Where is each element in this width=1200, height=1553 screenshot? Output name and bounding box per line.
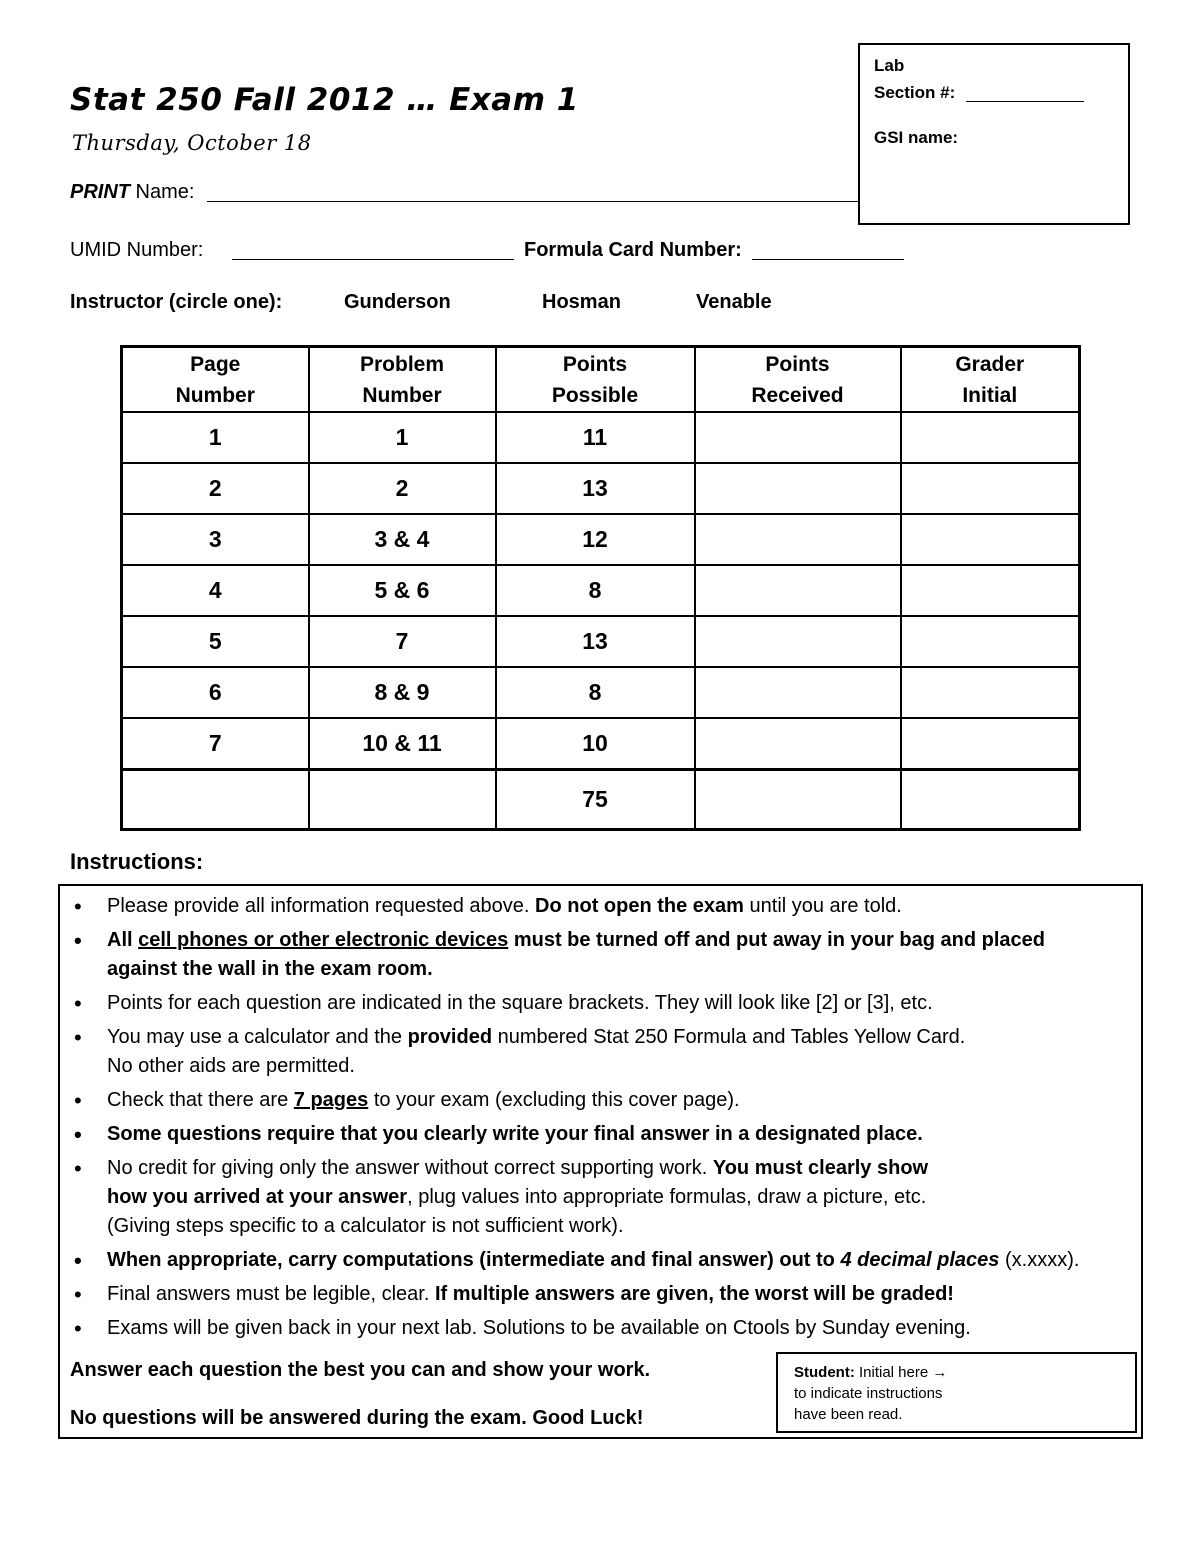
total-empty-cell [122,770,309,830]
points-received-cell[interactable] [695,718,901,770]
page-number-cell: 5 [122,616,309,667]
col-header-points-received: Points Received [695,347,901,413]
student-box-line-2: to indicate instructions [794,1385,943,1402]
exam-date: Thursday, October 18 [72,131,312,155]
total-grader-initial-cell[interactable] [901,770,1080,830]
problem-number-cell: 8 & 9 [309,667,496,718]
student-initial-box[interactable] [776,1352,1137,1433]
page-number-cell: 1 [122,412,309,463]
closing-line-1: Answer each question the best you can and show your work. [70,1359,651,1381]
points-possible-cell: 13 [496,463,695,514]
instructor-label: Instructor (circle one): [70,291,283,313]
exam-title: Stat 250 Fall 2012 … Exam 1 [70,82,579,118]
formula-card-label: Formula Card Number: [524,239,742,261]
initial-here-text: Initial here → [854,1364,948,1381]
lab-label: Lab [874,56,905,75]
page-number-cell: 4 [122,565,309,616]
gsi-name-label: GSI name: [874,128,959,147]
col-header-grader-initial: Grader Initial [901,347,1080,413]
umid-line[interactable] [232,259,514,260]
col-header-points-possible: Points Possible [496,347,695,413]
page-number-cell: 6 [122,667,309,718]
table-row [122,514,1080,565]
instructor-option-hosman[interactable]: Hosman [542,291,621,313]
points-possible-cell: 8 [496,667,695,718]
score-table [120,345,1081,831]
points-received-cell[interactable] [695,463,901,514]
grader-initial-cell[interactable] [901,565,1080,616]
list-item: • Some questions require that you clearly write your final answer in a designated place. [60,1120,1120,1149]
problem-number-cell: 2 [309,463,496,514]
list-item: • You may use a calculator and the provided numbered Stat 250 Formula and Tables Yellow Card. No other aids are permitted. [60,1023,1120,1081]
points-received-cell[interactable] [695,514,901,565]
instructions-heading: Instructions: [70,849,204,874]
problem-number-cell: 5 & 6 [309,565,496,616]
page-number-cell: 7 [122,718,309,770]
grader-initial-cell[interactable] [901,412,1080,463]
name-field-label [70,181,194,204]
table-row [122,667,1080,718]
student-label: Student: [794,1364,855,1381]
instructor-option-gunderson[interactable]: Gunderson [344,291,451,313]
table-row [122,616,1080,667]
col-header-page-number: Page Number [122,347,309,413]
total-empty-cell [309,770,496,830]
print-label: PRINT [70,181,130,203]
points-received-cell[interactable] [695,565,901,616]
points-possible-cell: 8 [496,565,695,616]
list-item: • Points for each question are indicated in the square brackets. They will look like [2] or [3], etc. [60,989,1120,1018]
umid-label: UMID Number: [70,239,204,261]
total-points-received-cell[interactable] [695,770,901,830]
student-box-line-3: have been read. [794,1406,903,1423]
problem-number-cell: 3 & 4 [309,514,496,565]
list-item: • No credit for giving only the answer without correct supporting work. You must clearly show how you arrived at your answer, plug values into appropriate formulas, draw a picture, etc. (Giving steps specific to a calculator is not sufficient work). [60,1154,1120,1241]
table-row [122,718,1080,770]
page-number-cell: 2 [122,463,309,514]
list-item: • Final answers must be legible, clear. If multiple answers are given, the worst will be graded! [60,1280,1120,1309]
col-header-problem-number: Problem Number [309,347,496,413]
list-item: • All cell phones or other electronic devices must be turned off and put away in your bag and placed against the wall in the exam room. [60,926,1120,984]
table-row [122,412,1080,463]
table-total-row [122,770,1080,830]
grader-initial-cell[interactable] [901,718,1080,770]
table-header-row [122,347,1080,413]
name-line[interactable] [207,201,858,202]
problem-number-cell: 1 [309,412,496,463]
points-received-cell[interactable] [695,412,901,463]
points-possible-cell: 10 [496,718,695,770]
list-item: • Please provide all information requested above. Do not open the exam until you are told. [60,892,1120,921]
instructor-option-venable[interactable]: Venable [696,291,772,313]
list-item: • Exams will be given back in your next lab. Solutions to be available on Ctools by Sunday evening. [60,1314,1120,1343]
list-item: • Check that there are 7 pages to your exam (excluding this cover page). [60,1086,1120,1115]
points-possible-cell: 11 [496,412,695,463]
formula-card-line[interactable] [752,259,904,260]
problem-number-cell: 7 [309,616,496,667]
section-label: Section #: [874,83,956,102]
points-possible-cell: 12 [496,514,695,565]
name-label: Name: [130,181,195,203]
total-points-possible-cell: 75 [496,770,695,830]
grader-initial-cell[interactable] [901,463,1080,514]
grader-initial-cell[interactable] [901,514,1080,565]
list-item: • When appropriate, carry computations (intermediate and final answer) out to 4 decimal places (x.xxxx). [60,1246,1120,1275]
points-received-cell[interactable] [695,616,901,667]
points-received-cell[interactable] [695,667,901,718]
page-number-cell: 3 [122,514,309,565]
instructions-list [60,892,1120,1348]
points-possible-cell: 13 [496,616,695,667]
section-number-line[interactable] [966,101,1084,102]
table-row [122,463,1080,514]
problem-number-cell: 10 & 11 [309,718,496,770]
grader-initial-cell[interactable] [901,667,1080,718]
grader-initial-cell[interactable] [901,616,1080,667]
table-row [122,565,1080,616]
closing-line-2: No questions will be answered during the exam. Good Luck! [70,1407,644,1429]
